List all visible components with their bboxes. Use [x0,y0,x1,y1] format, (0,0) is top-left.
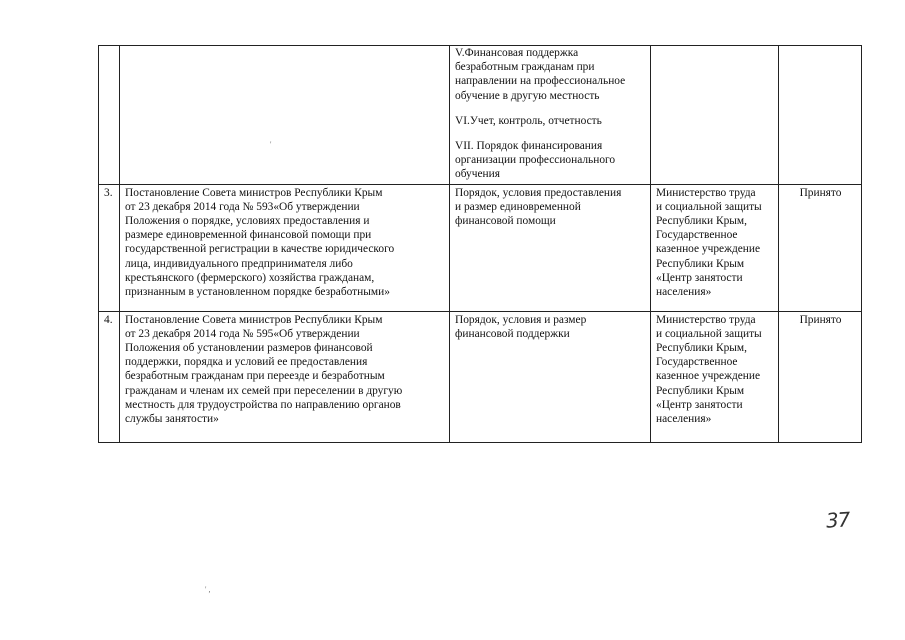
table-row [99,184,862,311]
cell-status: Принято [779,311,862,442]
act-line: государственной регистрации в качестве юридического [125,243,395,256]
act-line: признанным в установленном порядке безработными» [125,286,390,299]
section-line: финансовой помощи [455,215,556,228]
responsible-line: Государственное [656,229,738,242]
act-line: безработным гражданам при переезде и безработным [125,370,385,383]
cell-section [450,311,651,442]
section-line: VI.Учет, контроль, отчетность [455,114,602,127]
responsible-line: Министерство труда [656,186,756,199]
section-line: V.Финансовая поддержка [455,47,579,59]
cell-number: 3. [99,184,120,311]
act-line: размере единовременной финансовой помощи при [125,229,372,242]
table-row [99,311,862,442]
act-line: поддержки, порядка и условий ее предоставления [125,356,368,369]
cell-act [120,184,450,311]
section-line: безработным гражданам при [455,61,595,74]
section-line: Порядок, условия и размер [455,313,587,326]
responsible-line: Государственное [656,356,738,369]
section-line: VII. Порядок финансирования [455,140,603,153]
act-line: лица, индивидуального предпринимателя либо [125,257,353,270]
regulations-table [98,45,862,443]
section-line: финансовой поддержки [455,327,570,340]
responsible-line: «Центр занятости [656,271,743,284]
section-line: организации профессионального [455,154,616,167]
responsible-line: населения» [656,286,712,299]
responsible-line: и социальной защиты [656,327,762,340]
cell-number [99,46,120,185]
section-line: Порядок, условия предоставления [455,186,622,199]
act-line: от 23 декабря 2014 года № 595«Об утверждении [125,327,360,340]
act-line: местность для трудоустройства по направлению органов [125,398,401,411]
cell-act [120,46,450,185]
cell-sections [450,46,651,185]
responsible-line: Республики Крым, [656,342,747,355]
cell-act [120,311,450,442]
act-line: гражданам и членам их семей при переселении в другую [125,384,403,397]
scan-speck: ' [270,140,272,149]
act-line: Положения об установлении размеров финансовой [125,342,373,355]
section-line: обучение в другую местность [455,89,600,102]
section-line: и размер единовременной [455,200,581,213]
responsible-line: «Центр занятости [656,398,743,411]
handwritten-page-number: 37 [825,507,851,533]
table-row-continued [99,46,862,185]
act-line: Постановление Совета министров Республики Крым [125,186,383,199]
scan-speck: ' , [205,585,211,594]
cell-responsible [651,311,779,442]
responsible-line: казенное учреждение [656,243,761,256]
responsible-line: и социальной защиты [656,200,762,213]
cell-section [450,184,651,311]
act-line: службы занятости» [125,413,219,426]
responsible-line: населения» [656,413,712,426]
responsible-line: Республики Крым, [656,215,747,228]
act-line: от 23 декабря 2014 года № 593«Об утверждении [125,200,360,213]
cell-number: 4. [99,311,120,442]
act-line: Положения о порядке, условиях предоставления и [125,215,370,228]
responsible-line: Министерство труда [656,313,756,326]
act-line: Постановление Совета министров Республики Крым [125,313,383,326]
section-line: обучения [455,168,500,181]
cell-responsible [651,184,779,311]
responsible-line: Республики Крым [656,384,745,397]
responsible-line: казенное учреждение [656,370,761,383]
cell-responsible [651,46,779,185]
responsible-line: Республики Крым [656,257,745,270]
act-line: крестьянского (фермерского) хозяйства гражданам, [125,271,375,284]
section-line: направлении на профессиональное [455,75,626,88]
cell-status [779,46,862,185]
cell-status: Принято [779,184,862,311]
